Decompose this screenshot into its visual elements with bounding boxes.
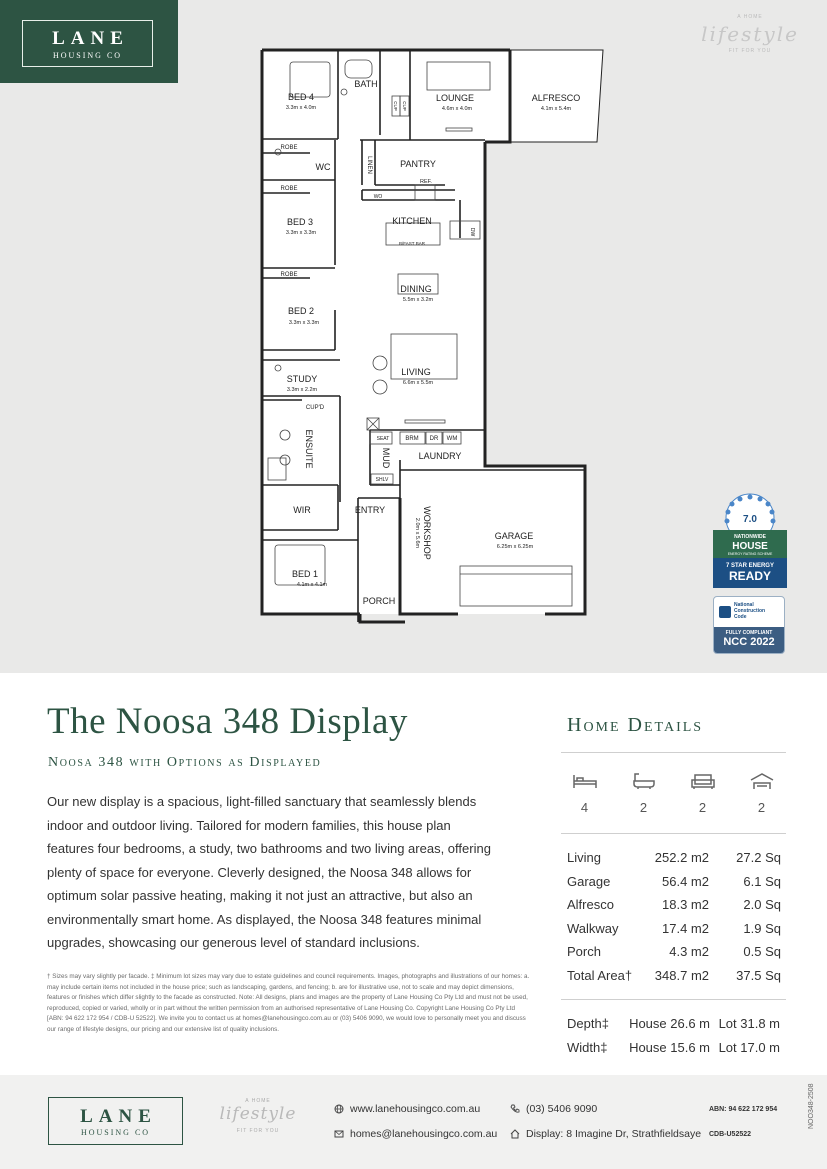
display-text: Display: 8 Imagine Dr, Strathfieldsaye: [526, 1128, 702, 1140]
email-text: homes@lanehousingco.com.au: [350, 1128, 498, 1140]
room-lounge-label: LOUNGE: [435, 93, 475, 103]
room-robe3-label: ROBE: [280, 272, 298, 278]
cdb-text: CDB-U52522: [709, 1131, 752, 1138]
room-entry-label: ENTRY: [354, 505, 386, 515]
footnote-text: † Sizes may vary slightly per facade. ‡ Minimum lot sizes may vary due to estate guidelines and council requirements. Images, photographs and illustrations of our homes: a. may include certain items not included in the house price; such as landscaping, gardens, and fencing; b. are for illustrative use, not to scale and may depict dimensions, features or finishes which differ slightly to the facade as constructed. Note: All designs, plans and images are the property of Lane Housing Co Pty Ltd and must not be used, reproduced, copied or varied, wholly or in part without the written permission from an authorised representative of Lane Housing Co. Copyright Lane Housing Co Pty Ltd [ABN: 94 622 172 954 / CDB-U 52522]. We invite you to contact us at homes@lanehousingco.com.au or (03) 5406 9090, we would love to personally meet you and discuss our range of lifestyle designs, our pricing and our extensive list of quality inclusions.: [47, 973, 530, 1033]
floor-plan-drawing: [240, 40, 620, 630]
bedroom-count: 4: [580, 800, 589, 815]
room-wir-label: WIR: [293, 505, 311, 515]
room-garage-size: 6.25m x 6.25m: [496, 544, 534, 550]
globe-icon: [334, 1104, 344, 1114]
ncc-line2: Construction: [734, 608, 766, 615]
footer-brand-name: LANE: [80, 1106, 157, 1127]
area-sq: 2.0 Sq: [743, 897, 781, 913]
divider: [561, 833, 786, 834]
footer-brand-sub: HOUSING CO: [80, 1128, 151, 1137]
brand-logo-footer[interactable]: [48, 1097, 183, 1145]
description-text: Our new display is a spacious, light-filled sanctuary that seamlessly blends indoor and outdoor living. Tailored for modern families, this house plan features four bedrooms, a study, two bathrooms and two living areas, offering plenty of space for everyone. Cleverly designed, the Noosa 348 allows for optimum solar passive heating, making it not just an attractive, but also an environmentally smart home. As displayed, the Noosa 348 features minimal upgrades, showcasing our generous level of standard inclusions.: [47, 794, 491, 950]
room-linen-label: LINEN: [366, 156, 372, 174]
room-alfresco-size: 4.1m x 5.4m: [540, 106, 572, 112]
room-kitchen-label: KITCHEN: [392, 216, 432, 226]
area-row: [567, 893, 783, 917]
room-pantry-label: PANTRY: [400, 159, 436, 169]
room-dining-label: DINING: [400, 284, 432, 294]
area-row: [567, 870, 783, 894]
dimension-row: [567, 1012, 783, 1036]
room-bed3-label: BED 3: [286, 217, 314, 227]
room-ensuite-label: ENSUITE: [304, 429, 314, 469]
bathroom-count: 2: [639, 800, 648, 815]
area-m2: 56.4 m2: [662, 873, 709, 889]
brand-logo-frame: [22, 20, 153, 67]
room-seat-label: SEAT: [376, 436, 390, 442]
footer-lifestyle-top: A HOME: [245, 1098, 271, 1104]
room-workshop-label: WORKSHOP: [422, 506, 432, 560]
area-sq: 0.5 Sq: [743, 944, 781, 960]
room-dining-size: 5.5m x 3.2m: [402, 297, 434, 303]
ncc-logo-icon: [719, 606, 731, 618]
room-cupd-label: CUP'D: [305, 405, 325, 411]
nathers-badge: [713, 492, 787, 588]
living-count: 2: [698, 800, 707, 815]
area-total-label: Total Area†: [567, 967, 633, 983]
room-cup2-label: CUP: [402, 101, 407, 111]
home-details-title: Home Details: [567, 714, 704, 736]
area-table: [567, 846, 783, 987]
room-bed4-size: 3.3m x 4.0m: [285, 105, 317, 111]
room-robe1-label: ROBE: [280, 145, 298, 151]
energy-rating-value: 7.0: [743, 514, 757, 525]
dimension-row: [567, 1036, 783, 1060]
dimension-label: Width‡: [567, 1039, 608, 1055]
area-m2: 17.4 m2: [662, 920, 709, 936]
area-label: Garage: [567, 873, 611, 889]
website-link[interactable]: [334, 1103, 480, 1115]
area-total-row: [567, 964, 783, 988]
dimension-label: Depth‡: [567, 1016, 609, 1032]
area-total-sq: 37.5 Sq: [736, 967, 781, 983]
website-text: www.lanehousingco.com.au: [350, 1103, 481, 1115]
footer-lifestyle-script: lifestyle: [219, 1104, 297, 1124]
energy-badge-stars: 7 STAR ENERGY: [726, 563, 774, 569]
feature-bedrooms: [555, 772, 614, 815]
phone-link[interactable]: [510, 1103, 597, 1115]
room-mud-label: MUD: [381, 447, 391, 469]
room-bed2-label: BED 2: [287, 306, 315, 316]
page-title: The Noosa 348 Display: [47, 701, 408, 742]
garage-count: 2: [757, 800, 766, 815]
energy-badge-line2: HOUSE: [732, 541, 768, 552]
room-bed2-size: 3.3m x 3.3m: [288, 320, 320, 326]
area-label: Alfresco: [567, 897, 614, 913]
room-bath-label: BATH: [354, 79, 378, 89]
feature-garage: [732, 772, 791, 815]
area-row: [567, 917, 783, 941]
divider: [561, 752, 786, 753]
room-workshop-size: 2.0m x 5.6m: [414, 517, 420, 549]
footer-lifestyle-logo: [208, 1098, 308, 1134]
divider: [561, 999, 786, 1000]
area-row: [567, 940, 783, 964]
room-bed1-size: 4.1m x 4.1m: [296, 582, 328, 588]
ncc-year: NCC 2022: [723, 636, 775, 648]
ncc-compliant: FULLY COMPLIANT: [725, 630, 773, 636]
home-icon: [510, 1129, 520, 1139]
brand-sub: HOUSING CO: [52, 51, 123, 60]
brand-name: LANE: [52, 28, 129, 49]
lifestyle-logo: [690, 14, 810, 74]
ncc-badge: [713, 596, 785, 654]
footer-lifestyle-bottom: FIT FOR YOU: [236, 1128, 280, 1134]
area-sq: 1.9 Sq: [743, 920, 781, 936]
room-robe2-label: ROBE: [280, 186, 298, 192]
room-brm-label: BRM: [405, 436, 419, 442]
room-bed4-label: BED 4: [287, 92, 315, 102]
energy-badge-line1: NATIONWIDE: [734, 534, 766, 540]
feature-living: [673, 772, 732, 815]
room-study-size: 3.3m x 2.2m: [286, 387, 318, 393]
room-lounge-size: 4.6m x 4.0m: [441, 106, 473, 112]
area-label: Walkway: [567, 920, 619, 936]
abn-text: ABN: 94 622 172 954: [709, 1106, 778, 1113]
lifestyle-bottom-text: FIT FOR YOU: [728, 48, 772, 54]
ncc-line3: Code: [734, 613, 747, 620]
area-total-m2: 348.7 m2: [654, 967, 709, 983]
area-sq: 6.1 Sq: [743, 873, 781, 889]
room-alfresco-label: ALFRESCO: [531, 93, 581, 103]
sofa-icon: [690, 772, 716, 790]
energy-rating-badges: [713, 492, 787, 654]
room-garage-label: GARAGE: [494, 531, 534, 541]
area-m2: 18.3 m2: [662, 897, 709, 913]
phone-text: (03) 5406 9090: [526, 1103, 598, 1115]
mail-icon: [334, 1129, 344, 1139]
dimension-house: House 15.6 m: [629, 1039, 710, 1055]
feature-bathrooms: [614, 772, 673, 815]
dimension-lot: Lot 31.8 m: [718, 1016, 780, 1032]
room-shlv-label: SHLV: [375, 477, 389, 483]
room-dr-label: DR: [429, 436, 439, 442]
garage-icon: [749, 772, 775, 790]
area-row: [567, 846, 783, 870]
area-sq: 27.2 Sq: [736, 850, 781, 866]
energy-badge-ready: READY: [728, 569, 772, 583]
display-address: [510, 1128, 701, 1140]
area-label: Porch: [567, 944, 601, 960]
room-wc-label: WC: [315, 162, 331, 172]
brand-logo-header[interactable]: [0, 0, 178, 83]
lifestyle-script-text: lifestyle: [701, 22, 799, 46]
bed-icon: [572, 772, 598, 790]
ncc-line1: National: [734, 602, 754, 609]
area-label: Living: [567, 850, 601, 866]
room-laundry-label: LAUNDRY: [418, 451, 462, 461]
room-bed3-size: 3.3m x 3.3m: [285, 230, 317, 236]
room-porch-label: PORCH: [362, 596, 396, 606]
room-living-label: LIVING: [401, 367, 431, 377]
lifestyle-top-text: A HOME: [737, 14, 763, 20]
room-bfast-label: B/FAST BAR: [399, 241, 425, 246]
room-study-label: STUDY: [286, 374, 318, 384]
room-wo-label: WO: [373, 194, 383, 200]
email-link[interactable]: [334, 1128, 497, 1140]
bath-icon: [631, 772, 657, 790]
phone-icon: [510, 1104, 520, 1114]
dimension-lot: Lot 17.0 m: [718, 1039, 780, 1055]
room-cup1-label: CUP: [393, 101, 398, 111]
area-m2: 252.2 m2: [654, 850, 709, 866]
room-ref-label: REF.: [420, 179, 432, 185]
dimension-house: House 26.6 m: [629, 1016, 710, 1032]
dimensions-table: [567, 1012, 783, 1059]
room-wm-label: WM: [446, 436, 458, 442]
floor-plan: [240, 40, 620, 630]
page-subtitle: Noosa 348 with Options as Displayed: [48, 755, 322, 770]
home-features: [555, 772, 791, 815]
document-code: NOO348-2508: [808, 1083, 815, 1129]
energy-badge-line3: ENERGY RATING SCHEME: [727, 552, 773, 556]
room-living-size: 6.6m x 5.5m: [402, 380, 434, 386]
room-dw-label: DW: [469, 227, 475, 237]
area-m2: 4.3 m2: [669, 944, 709, 960]
room-bed1-label: BED 1: [291, 569, 319, 579]
